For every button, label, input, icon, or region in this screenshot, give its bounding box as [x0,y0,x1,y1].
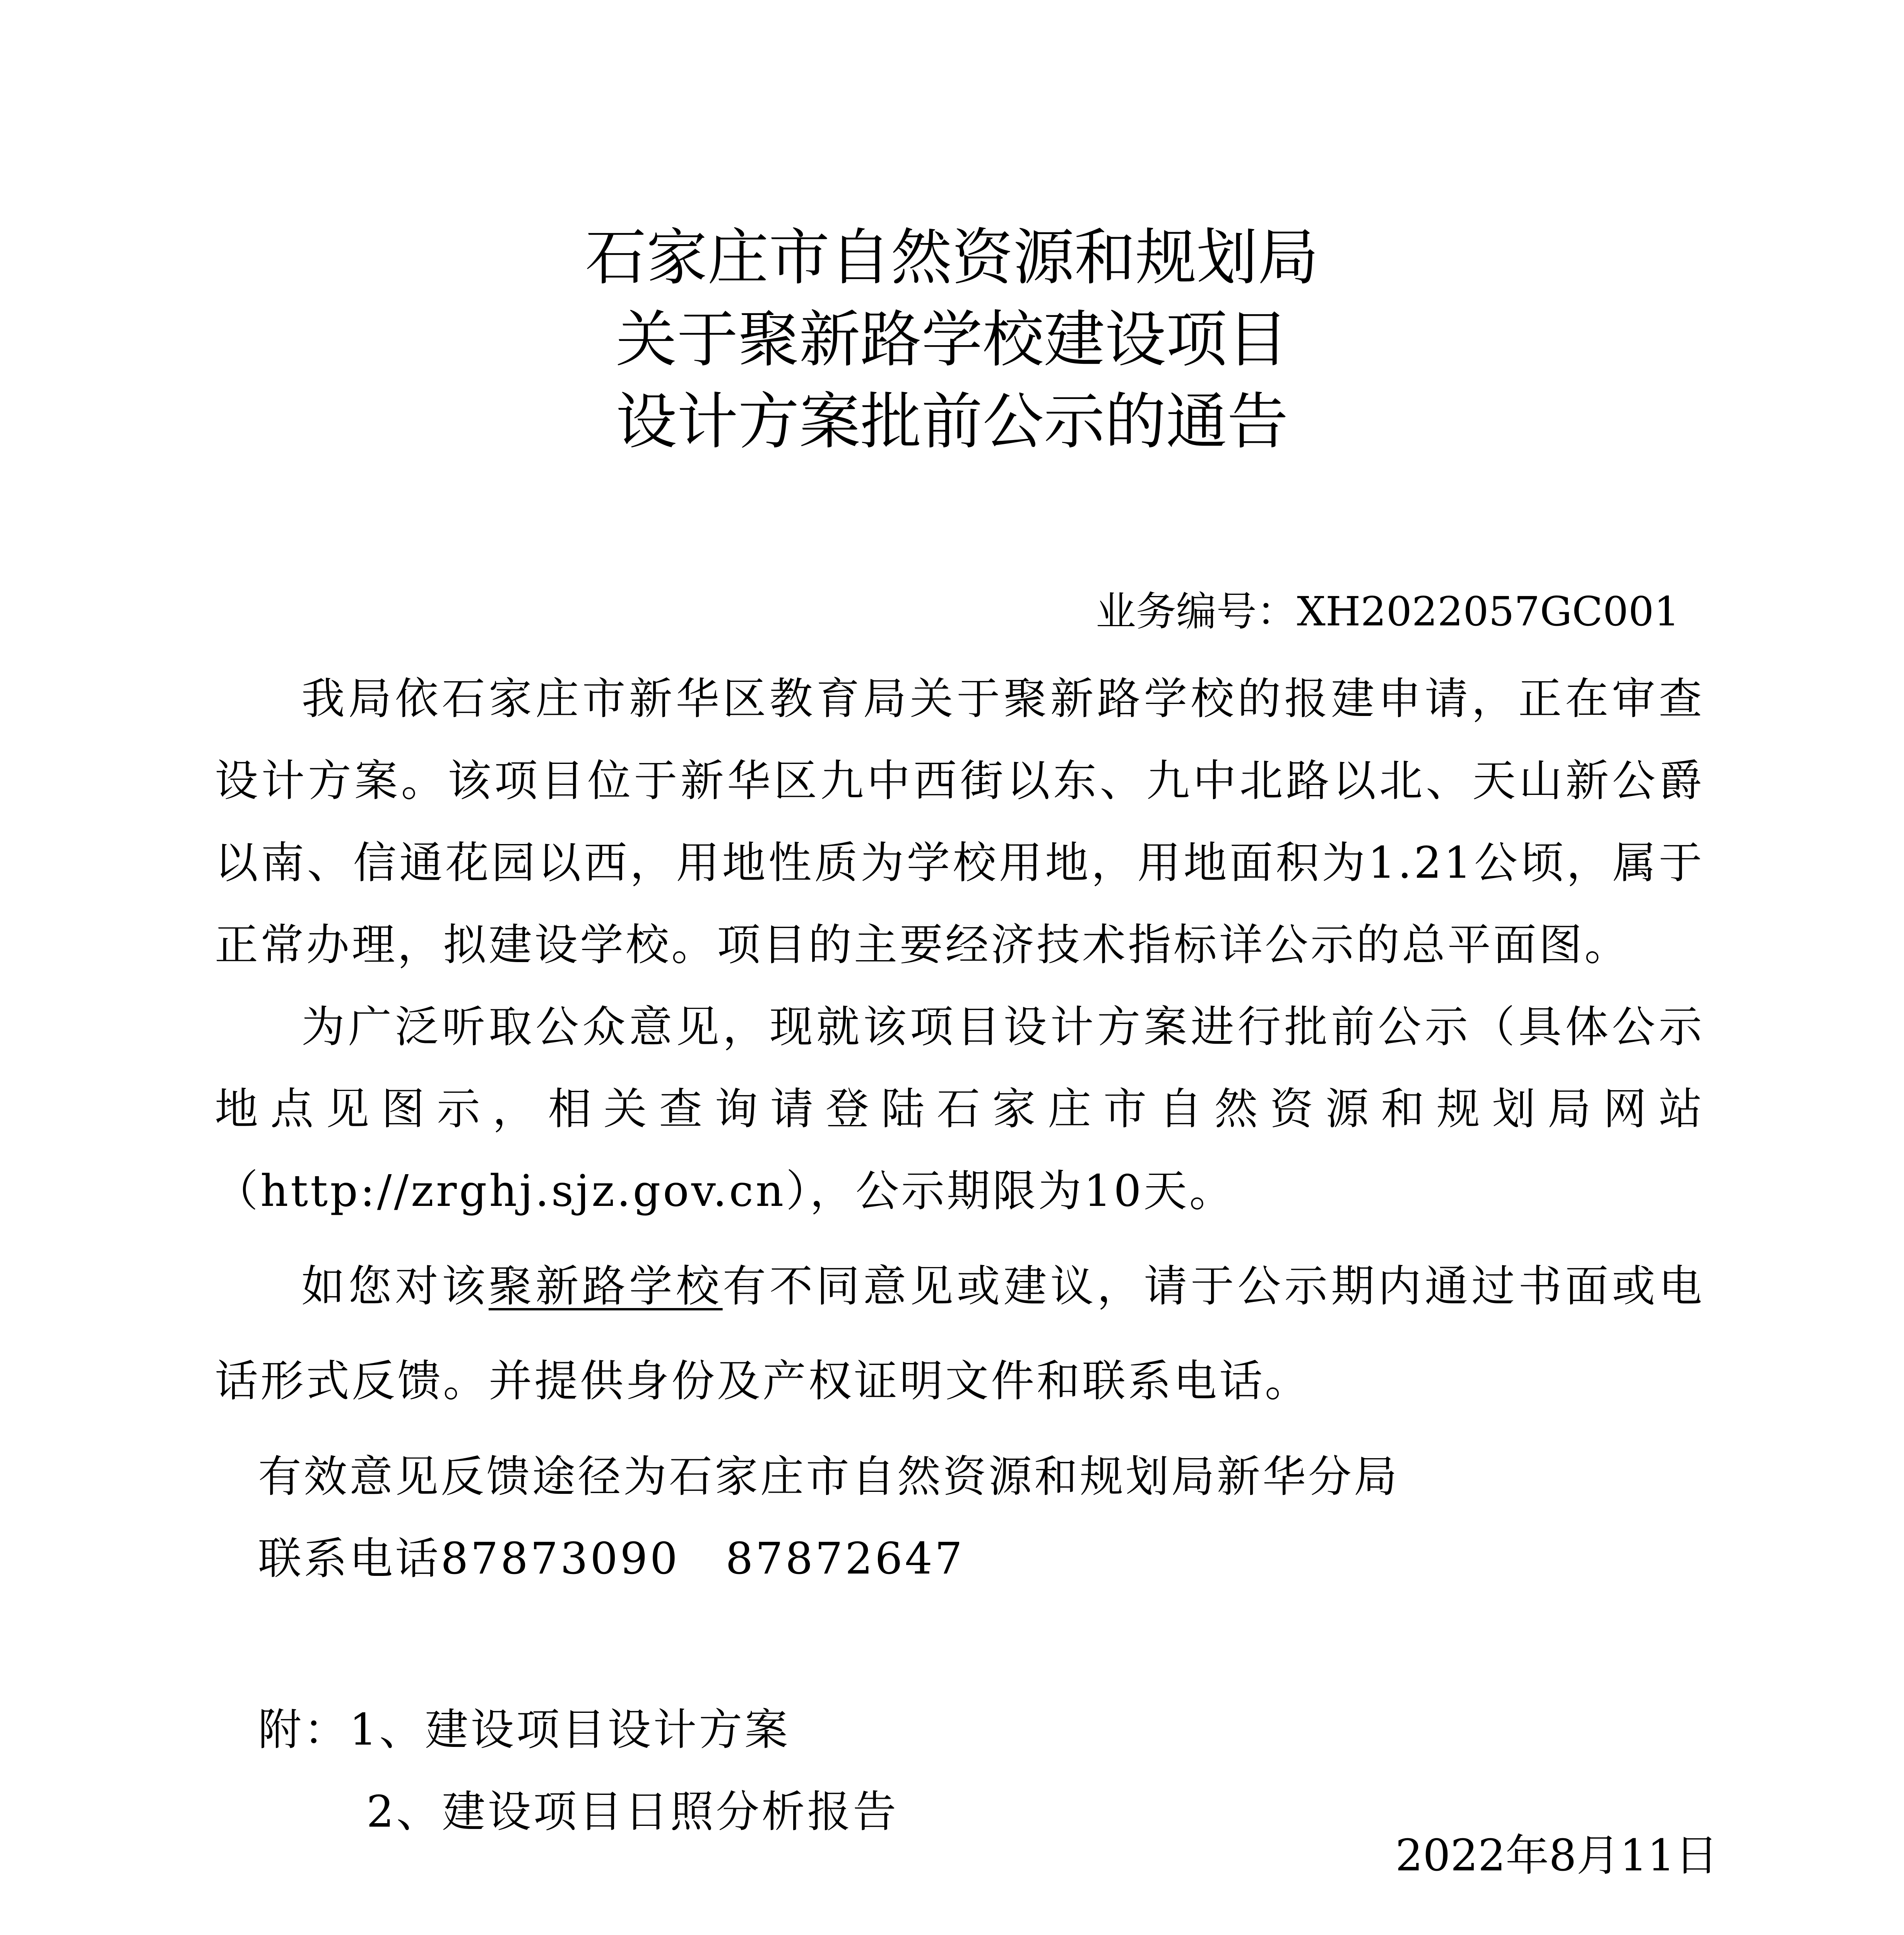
paragraph-feedback-request [215,1239,1704,1429]
feedback-request-prefix: 如您对该 [301,1261,489,1312]
school-name-underlined: 聚新路学校 [488,1261,723,1312]
document-body [215,658,1704,1853]
document-date: 2022年8月11日 [1395,1831,1718,1881]
paragraph-project-description: 我局依石家庄市新华区教育局关于聚新路学校的报建申请，正在审查设计方案。该项目位于新华区九中西街以东、九中北路以北、天山新公爵以南、信通花园以西，用地性质为学校用地，用地面积为1.21公顷，属于正常办理，拟建设学校。项目的主要经济技术指标详公示的总平面图。 [215,674,1704,970]
document-title [0,217,1904,463]
spacer [215,1600,1704,1689]
title-line-3: 设计方案批前公示的通告 [616,386,1288,457]
title-line-2: 关于聚新路学校建设项目 [616,304,1288,375]
attachment-item-1: 1、建设项目设计方案 [349,1705,790,1755]
paragraph-public-notice: 为广泛听取公众意见，现就该项目设计方案进行批前公示（具体公示地点见图示，相关查询请登陆石家庄市自然资源和规划局网站（http://zrghj.sjz.gov.cn），公示期限为10天。 [215,1002,1704,1216]
attachment-1 [215,1689,1704,1771]
attachment-item-2: 2、建设项目日照分析报告 [366,1787,899,1837]
feedback-channel: 有效意见反馈途径为石家庄市自然资源和规划局新华分局 [258,1452,1399,1502]
title-line-1: 石家庄市自然资源和规划局 [585,222,1319,293]
business-number: 业务编号：XH2022057GC001 [1095,588,1680,635]
attachment-label: 附： [258,1705,349,1755]
feedback-request-suffix: 有不同意见或建议，请于公示期内通过书面或电话形式反馈。并提供身份及产权证明文件和联系电话。 [215,1261,1705,1406]
contact-phone: 联系电话87873090 87872647 [258,1534,965,1584]
